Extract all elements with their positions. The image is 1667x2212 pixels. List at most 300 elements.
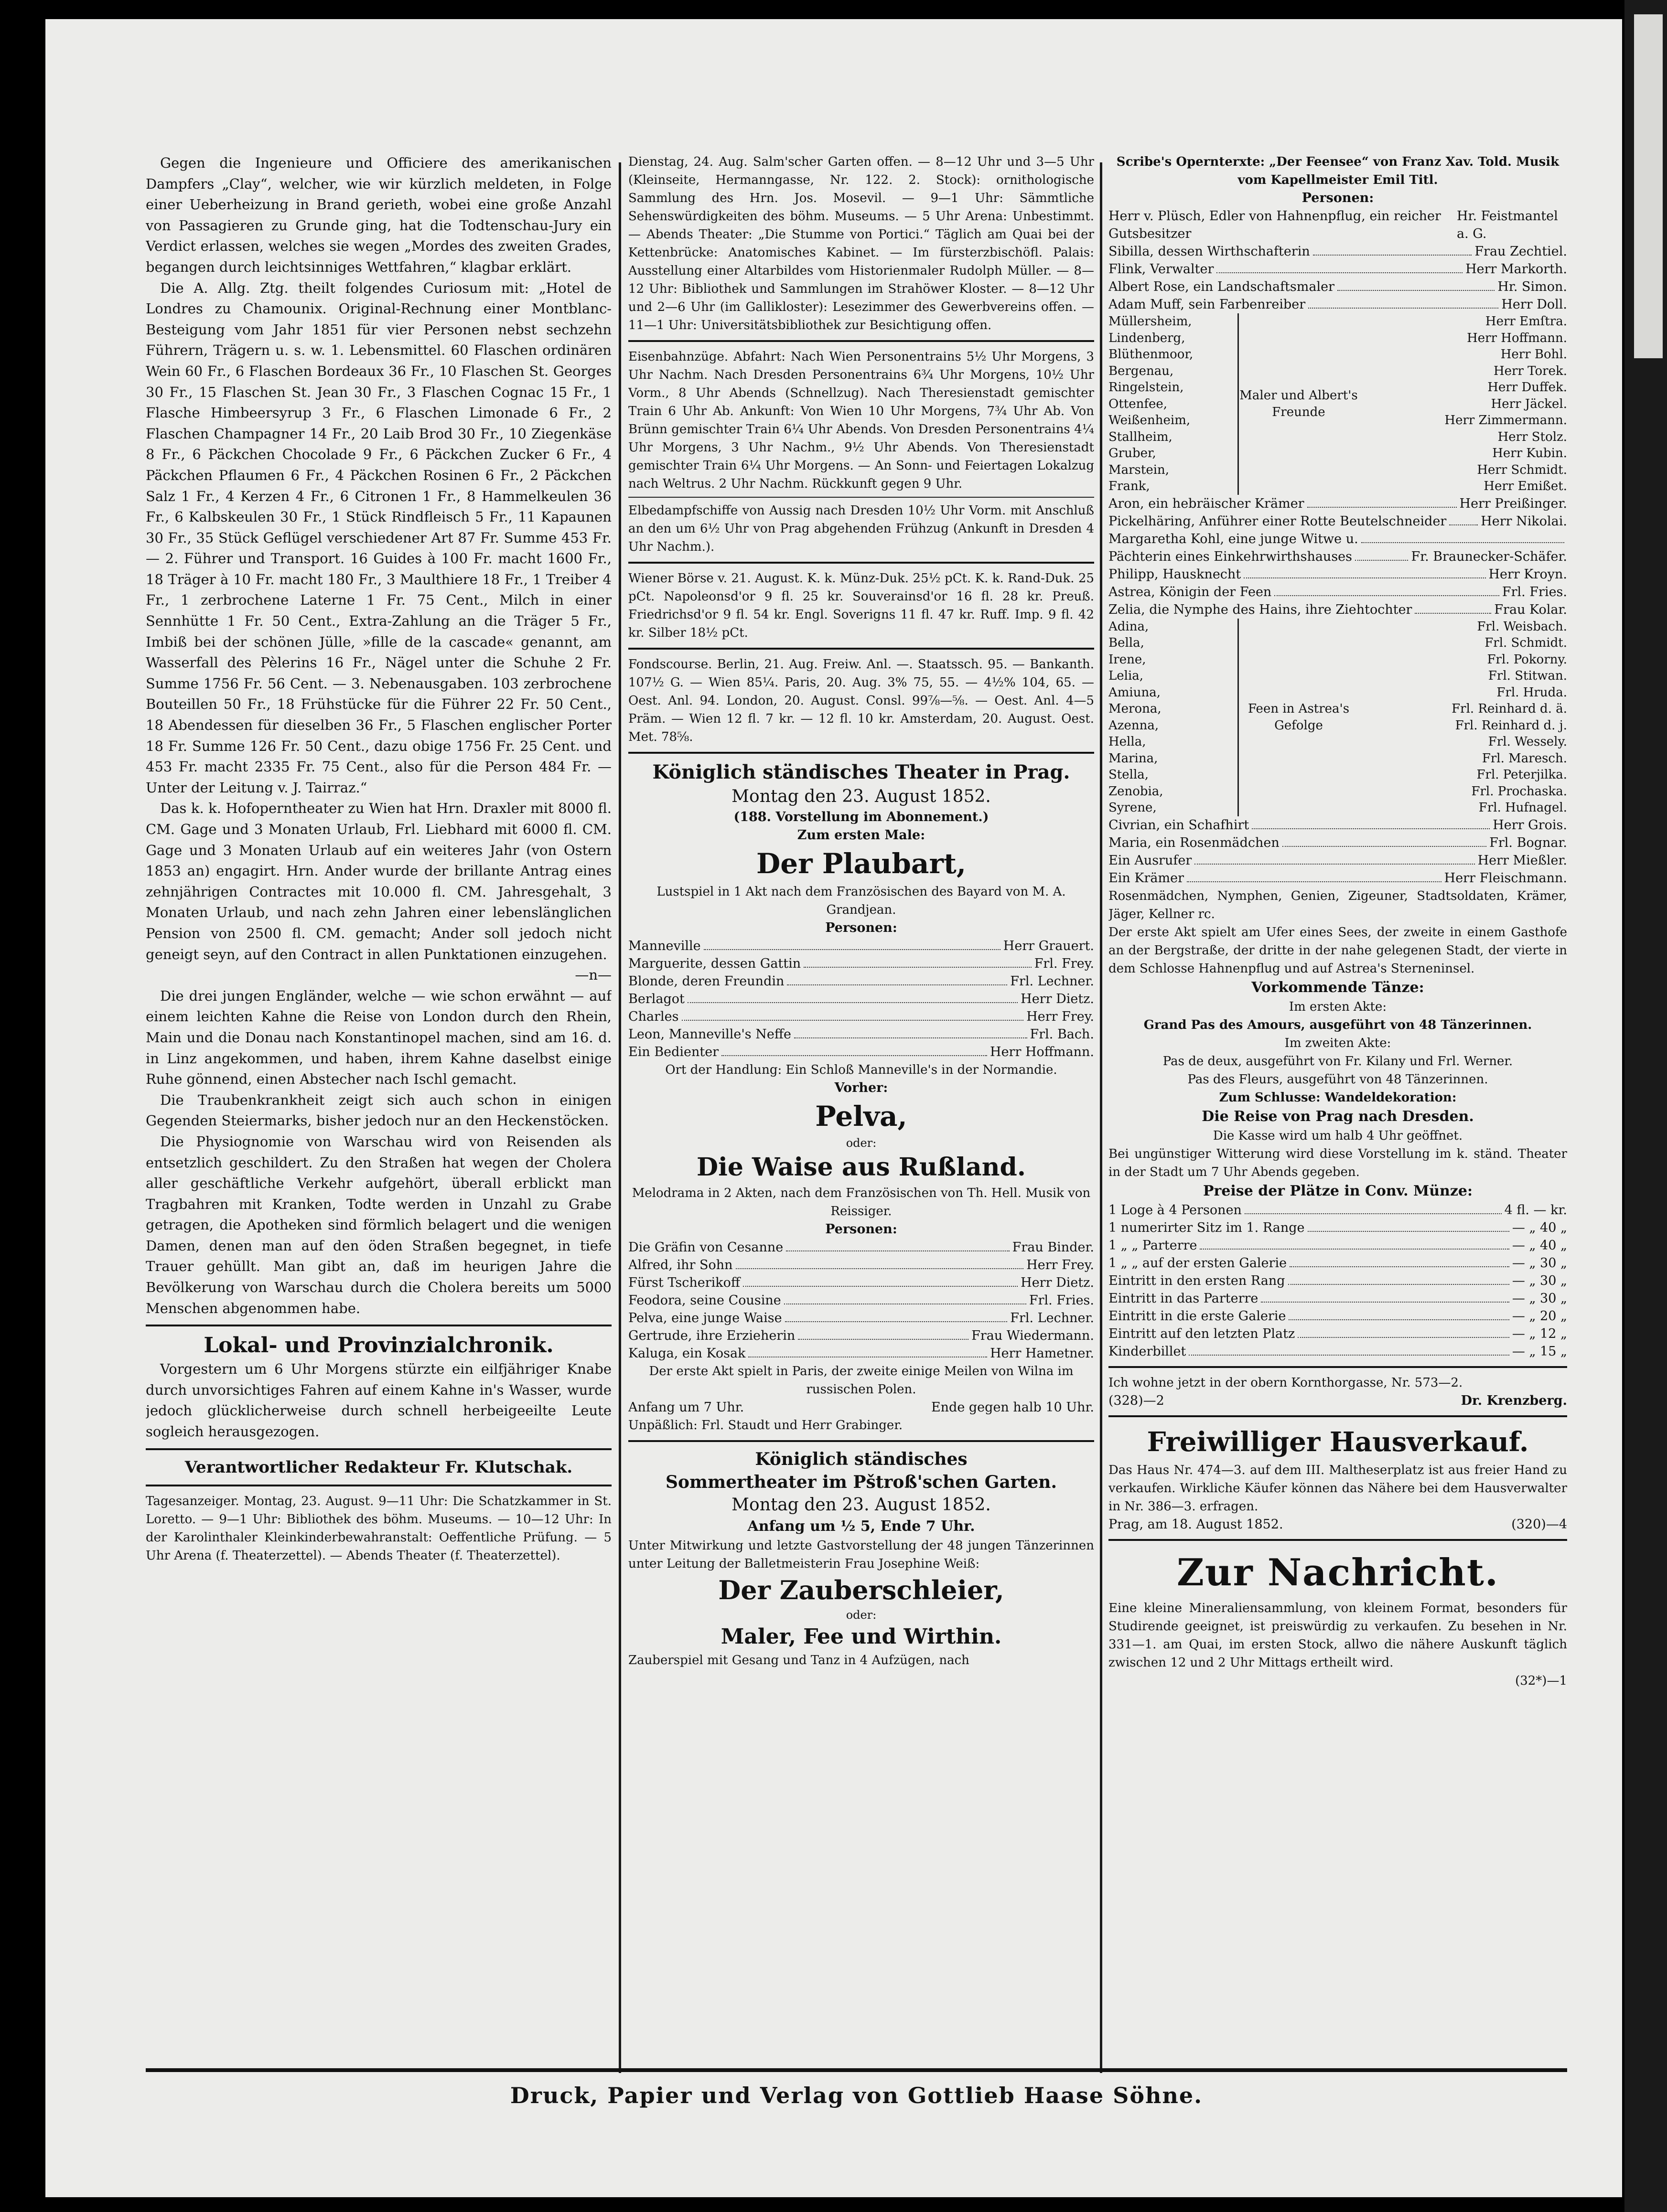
act2-label: Im zweiten Akte: <box>1284 1036 1391 1050</box>
role-name: Blonde, deren Freundin <box>628 974 785 989</box>
leader-dots <box>1216 260 1463 273</box>
leader-dots <box>1308 296 1498 309</box>
cast-row <box>1108 530 1567 548</box>
leader-dots <box>736 1256 1024 1269</box>
cast-row <box>1108 852 1567 869</box>
notice-text: Eine kleine Mineraliensammlung, von kleinem Format, besonders für Studirende geeignet, ist preiswürdig zu verkaufen. Zu besehen in Nr. 331—1. am Quai, im ersten Stock, allwo die nähere Auskunft täglich zwischen 12 und 2 Uhr Mittags ertheilt wird. <box>1108 1601 1567 1670</box>
divider <box>1108 1415 1567 1417</box>
leader-dots <box>1194 852 1474 865</box>
leader-dots <box>1415 601 1491 614</box>
play-setting: Ort der Handlung: Ein Schloß Manneville's in der Normandie. <box>665 1063 1057 1077</box>
divider <box>628 1440 1094 1442</box>
leader-dots <box>787 972 1007 985</box>
role-name: Berlagot <box>628 992 685 1006</box>
painter-name: Weißenheim, <box>1108 413 1191 427</box>
role-name: Pächterin eines Einkehrwirthshauses <box>1108 549 1353 564</box>
actor-name: Herr Hoffmann. <box>990 1045 1094 1059</box>
painter-actor: Herr Hoffmann. <box>1467 331 1567 345</box>
cast-list-3b <box>1108 495 1567 619</box>
cast-row <box>1108 296 1567 313</box>
fairy-actor: Frl. Weisbach. <box>1477 619 1567 634</box>
leader-dots <box>786 1239 1009 1251</box>
fairy-name: Zenobia, <box>1108 784 1163 799</box>
cast-row <box>1108 1237 1567 1254</box>
or-word: oder: <box>846 1136 877 1150</box>
fairy-name: Syrene, <box>1108 801 1157 815</box>
leader-dots <box>1307 495 1457 508</box>
role-name: Herr v. Plüsch, Edler von Hahnenpflug, ein reicher Gutsbesitzer <box>1108 209 1441 241</box>
role-name: Zelia, die Nymphe des Hains, ihre Ziehtochter <box>1108 602 1412 617</box>
cast-heading-3: Personen: <box>1301 191 1374 205</box>
leader-dots <box>1274 583 1499 596</box>
role-name: Ein Krämer <box>1108 870 1184 886</box>
actor-name: Frl. Frey. <box>1034 956 1094 971</box>
painter-name: Stallheim, <box>1108 429 1172 444</box>
painter-actor: Herr Bohl. <box>1500 347 1567 362</box>
role-name: Die Gräfin von Cesanne <box>628 1240 784 1255</box>
role-name: Adam Muff, sein Farbenreiber <box>1108 297 1306 312</box>
painters-group <box>1108 313 1567 495</box>
actor-name: — „ 30 „ <box>1512 1273 1567 1288</box>
article-warschau: Die Physiognomie von Warschau wird von Reisenden als entsetzlich geschildert. Zu den Straßen hat wegen der Cholera aller geschäftliche Verkehr aufgehört, überall erblickt man Tragbahren mit Kranken, Todte werden in Unzahl zu Grabe getragen, die Apotheken sind förmlich belagert und die wenigen Damen, denen man auf den öden Straßen begegnet, in tiefe Trauer gehüllt. Man gibt an, daß im heurigen Jahre die Bevölkerung von Warschau durch die Cholera bereits um 5000 Menschen abgenommen habe. <box>146 1133 612 1316</box>
finale-label: Zum Schlusse: Wandeldekoration: <box>1219 1090 1457 1105</box>
role-name: Eintritt in das Parterre <box>1108 1291 1258 1306</box>
fairy-actor: Frl. Peterjilka. <box>1476 768 1567 782</box>
painter-names <box>1108 313 1233 495</box>
role-name: Philipp, Hausknecht <box>1108 566 1241 582</box>
separator: —n— <box>575 967 612 983</box>
leader-dots <box>1261 1290 1509 1303</box>
role-name: Feodora, seine Cousine <box>628 1293 781 1308</box>
painter-actor: Herr Emißet. <box>1484 479 1567 493</box>
leader-dots <box>1355 548 1408 561</box>
role-name: Civrian, ein Schafhirt <box>1108 817 1249 833</box>
cast-row <box>628 937 1094 955</box>
role-name: Eintritt auf den letzten Platz <box>1108 1326 1295 1341</box>
next-page-edge <box>1624 0 1667 2212</box>
or-word-2: oder: <box>846 1608 877 1622</box>
painter-name: Lindenberg, <box>1108 331 1185 345</box>
cast-row <box>628 1008 1094 1026</box>
play-subtitle-2: Melodrama in 2 Akten, nach dem Französischen von Th. Hell. Musik von Reissiger. <box>632 1186 1091 1218</box>
painter-name: Gruber, <box>1108 446 1156 460</box>
play-title: Der Plaubart, <box>756 847 967 880</box>
play-title-4: Der Zauberschleier, <box>718 1575 1004 1605</box>
actor-name: Herr Doll. <box>1501 297 1567 312</box>
column-rule <box>619 162 621 2073</box>
cast-row <box>1108 1272 1567 1290</box>
leader-dots <box>682 1008 1024 1021</box>
fairy-actor: Frl. Hruda. <box>1496 685 1567 700</box>
actor-name: Frl. Lechner. <box>1010 1311 1094 1325</box>
page-edge-fragment <box>1634 14 1663 358</box>
actor-name: Herr Hametner. <box>990 1346 1094 1361</box>
leader-dots <box>1244 566 1485 578</box>
divider <box>628 752 1094 754</box>
pas-des-fleurs: Pas des Fleurs, ausgeführt von 48 Tänzerinnen. <box>1187 1072 1488 1087</box>
actor-name: Herr Nikolai. <box>1481 513 1567 529</box>
role-name: Eintritt in den ersten Rang <box>1108 1273 1285 1288</box>
prices-heading: Preise der Plätze in Conv. Münze: <box>1203 1182 1473 1199</box>
local-chronicle-heading: Lokal- und Provinzialchronik. <box>204 1333 554 1358</box>
leader-dots <box>721 1043 987 1056</box>
role-name: Margaretha Kohl, eine junge Witwe u. <box>1108 531 1358 546</box>
divider <box>146 1485 612 1486</box>
cast-row <box>628 1256 1094 1274</box>
role-name: Astrea, Königin der Feen <box>1108 584 1272 599</box>
summer-theater-note: Unter Mitwirkung und letzte Gastvorstellung der 48 jungen Tänzerinnen unter Leitung der Balletmeisterin Frau Josephine Weiß: <box>628 1539 1094 1571</box>
article-hofoper: Das k. k. Hofoperntheater zu Wien hat Hrn. Draxler mit 8000 fl. CM. Gage und 3 Monaten Urlaub, Frl. Liebhard mit 6000 fl. CM. Gage und 3 Monaten Urlaub auf ein weiteres Jahr (von Ostern 1853 an) engagirt. Hrn. Ander wurde der brillante Antrag eines zehnjährigen Contractes mit 10.000 fl. CM. Jahresgehalt, 3 Monaten Urlaub, und nach zehn Jahren einer lebenslänglichen Pension von 2500 fl. CM. gemacht; Ander soll jedoch nicht geneigt seyn, auf den Contract in allen Punktationen einzugehen. <box>146 800 612 962</box>
cast-list-3c <box>1108 816 1567 887</box>
divider <box>628 340 1094 342</box>
cast-row <box>1108 495 1567 513</box>
actor-name: — „ 40 „ <box>1512 1220 1567 1235</box>
cast-row <box>1108 1254 1567 1272</box>
leader-dots <box>1313 243 1472 256</box>
role-name: Albert Rose, ein Landschaftsmaler <box>1108 279 1334 294</box>
actor-name: Frau Wiedermann. <box>971 1328 1094 1343</box>
fairy-names <box>1108 619 1233 816</box>
start-end-times <box>628 1399 1094 1416</box>
play-title-5: Maler, Fee und Wirthin. <box>721 1624 1002 1649</box>
cast-row <box>628 1026 1094 1043</box>
column-rule <box>1100 162 1102 2073</box>
summer-theater-heading-b: Sommertheater im Pštroß'schen Garten. <box>666 1472 1057 1492</box>
leader-dots <box>1361 530 1564 543</box>
actor-name: Hr. Feistmantel a. G. <box>1456 209 1558 241</box>
fairy-actor: Frl. Schmidt. <box>1484 636 1567 650</box>
cast-row <box>1108 260 1567 278</box>
address-signature-row <box>1108 1392 1567 1410</box>
cast-row <box>1108 869 1567 887</box>
fairy-actor: Frl. Wessely. <box>1488 735 1567 749</box>
fairy-actors <box>1363 619 1567 816</box>
fairy-actor: Frl. Pokorny. <box>1487 652 1567 667</box>
article-montblanc: Die A. Allg. Ztg. theilt folgendes Curiosum mit: „Hotel de Londres zu Chamounix. Original-Rechnung einer Montblanc-Besteigung vom Jahr 1851 für vier Personen nebst sechzehn Führern, Trägern u. s. w. 1. Lebensmittel. 60 Flaschen ordinären Wein 60 Fr., 6 Flaschen Bordeaux 36 Fr., 10 Flaschen St. Georges 30 Fr., 15 Flaschen St. Jean 30 Fr., 3 Flaschen Cognac 15 Fr., 1 Flasche Himbeersyrup 3 Fr., 6 Flaschen Limonade 6 Fr., 2 Flaschen Champagner 14 Fr., 20 Laib Brod 30 Fr., 10 Ziegenkäse 8 Fr., 6 Päckchen Chocolade 9 Fr., 6 Päckchen Zucker 6 Fr., 4 Päckchen Pflaumen 6 Fr., 4 Päckchen Rosinen 6 Fr., 2 Päckchen Salz 1 Fr., 4 Kerzen 4 Fr., 6 Citronen 1 Fr., 8 Hammelkeulen 36 Fr., 6 Kalbskeulen 30 Fr., 1 Stück Rindfleisch 5 Fr., 11 Kapaunen 30 Fr., 35 Stück Geflügel verschiedener Art 87 Fr. Summe 453 Fr. — 2. Führer und Transport. 16 Guides à 100 Fr. macht 1600 Fr., 18 Träger à 10 Fr. macht 180 Fr., 3 Maulthiere 18 Fr., 1 Treiber 4 Fr., 1 zerbrochene Laterne 1 Fr. 75 Cent., Milch in einer Sennhütte 1 Fr. 50 Cent., Extra-Zahlung an die Träger 5 Fr., Imbiß bei der schönen Jülle, »fille de la cascade« genannt, am Wasserfall des Pèlerins 16 Fr., Nägel unter die Schuhe 2 Fr. Summe 1756 Fr. 56 Cent. — 3. Nebenausgaben. 103 zerbrochene Bouteillen 50 Fr., 18 Frühstücke für die Führer 22 Fr. 50 Cent., 18 Abendessen für dieselben 36 Fr., 5 Flaschen englischer Porter 18 Fr. Summe 126 Fr. 50 Cent., dazu obige 1756 Fr. 25 Cent. und 453 Fr. macht 2335 Fr. 75 Cent., also für die Person 484 Fr. — Unter der Leitung v. J. Tairraz.“ <box>146 279 612 796</box>
cast-heading-2: Personen: <box>825 1222 897 1237</box>
actor-name: — „ 30 „ <box>1512 1291 1567 1306</box>
house-sale-footer <box>1108 1516 1567 1533</box>
article-clay: Gegen die Ingenieure und Officiere des amerikanischen Dampfers „Clay“, welcher, wie wir kürzlich meldeten, in Folge einer Ueberheizung in Brand gerieth, wobei eine große Anzahl von Passagieren zu Grunde ging, hat die Todtenschau-Jury ein Verdict erlassen, welches sie wegen „Mordes des zweiten Grades, begangen durch leichtsinniges Wettfahren,“ klagbar erklärt. <box>146 155 612 275</box>
house-sale-text: Das Haus Nr. 474—3. auf dem III. Maltheserplatz ist aus freier Hand zu verkaufen. Wirkliche Käufer können das Nähere bei dem Hausverwalter in Nr. 386—3. erfragen. <box>1108 1463 1567 1514</box>
leader-dots <box>1449 513 1478 525</box>
actor-name: Frl. Fries. <box>1029 1293 1094 1308</box>
role-name: Leon, Manneville's Neffe <box>628 1027 791 1042</box>
cast-row <box>1108 1343 1567 1360</box>
fairy-name: Stella, <box>1108 768 1149 782</box>
dances-heading: Vorkommende Tänze: <box>1251 979 1424 996</box>
role-name: Ein Ausrufer <box>1108 853 1192 868</box>
role-name: Eintritt in die erste Galerie <box>1108 1308 1286 1324</box>
actor-name: Frl. Bach. <box>1030 1027 1094 1042</box>
vienna-exchange: Wiener Börse v. 21. August. K. k. Münz-Duk. 25½ pCt. K. k. Rand-Duk. 25 pCt. Napoleonsd'or 9 fl. 25 kr. Souverainsd'or 16 fl. 28 kr. Preuß. Friedrichsd'or 9 fl. 54 kr. Engl. Soverigns 11 fl. 47 kr. Ruff. Imp. 9 fl. 42 kr. Silber 18½ pCt. <box>628 571 1094 640</box>
house-sale-ref: (320)—4 <box>1511 1517 1567 1532</box>
actor-name: Herr Preißinger. <box>1459 496 1567 511</box>
fairy-name: Merona, <box>1108 702 1162 716</box>
actor-name: Herr Grois. <box>1493 817 1567 833</box>
cast-row <box>1108 583 1567 601</box>
actor-name: Frl. Lechner. <box>1010 974 1094 989</box>
actor-name: — „ 15 „ <box>1512 1344 1567 1359</box>
role-name: Kinderbillet <box>1108 1344 1186 1359</box>
imprint: Druck, Papier und Verlag von Gottlieb Haase Söhne. <box>510 2083 1203 2108</box>
opera-intro: Scribe's Opernterxte: „Der Feensee“ von Franz Xav. Told. Musik vom Kapellmeister Emil Titl. <box>1116 155 1559 187</box>
leader-dots <box>784 1292 1026 1304</box>
cast-row <box>628 1274 1094 1292</box>
role-name: 1 „ „ Parterre <box>1108 1238 1197 1253</box>
cast-row <box>1108 1307 1567 1325</box>
leader-dots <box>1288 1272 1509 1285</box>
cast-row <box>628 1239 1094 1256</box>
article-englaender: Die drei jungen Engländer, welche — wie schon erwähnt — auf einem leichten Kahne die Reise von London durch den Rhein, Main und die Donau nach Konstantinopel machen, sind am 16. d. in Linz angekommen, und haben, ihrem Kahne daselbst einige Ruhe gönnend, einen Abstecher nach Ischl gemacht. <box>146 987 612 1088</box>
actor-name: — „ 12 „ <box>1512 1326 1567 1341</box>
house-sale-heading: Freiwilliger Hausverkauf. <box>1147 1426 1529 1458</box>
divider <box>628 497 1094 498</box>
cast-row <box>1108 566 1567 583</box>
cast-row <box>628 990 1094 1008</box>
actor-name: Herr Dietz. <box>1021 992 1094 1006</box>
fund-rates: Fondscourse. Berlin, 21. Aug. Freiw. Anl. —. Staatssch. 95. — Bankanth. 107½ G. — Wien 85¼. Paris, 20. Aug. 3% 75, 55. — 4½% 104, 65. — Oest. Anl. 94. London, 20. August. Consl. 99⅞—⅝. — Oest. Anl. 4—5 Präm. — Wien 12 fl. 7 kr. — 12 fl. 10 kr. Amsterdam, 20. August. Oest. Met. 78⅝. <box>628 657 1094 744</box>
leader-dots <box>804 955 1032 968</box>
leader-dots <box>794 1026 1027 1038</box>
painter-actor: Herr Duffek. <box>1487 380 1567 395</box>
painter-name: Bergenau, <box>1108 363 1174 378</box>
role-name: Marguerite, dessen Gattin <box>628 956 801 971</box>
painter-name: Marstein, <box>1108 462 1170 477</box>
actor-name: Fr. Braunecker-Schäfer. <box>1411 549 1567 564</box>
cast-row <box>628 1309 1094 1327</box>
role-name: Kaluga, ein Kosak <box>628 1346 746 1361</box>
leader-dots <box>1282 834 1486 847</box>
role-name: Fürst Tscherikoff <box>628 1275 741 1290</box>
role-name: Flink, Verwalter <box>1108 262 1214 277</box>
fairy-group-label: Feen in Astrea's Gefolge <box>1237 619 1358 816</box>
column-3 <box>1108 153 1567 1690</box>
role-name: Ein Bedienter <box>628 1045 719 1059</box>
actor-name: Frau Kolar. <box>1494 602 1567 617</box>
role-name: Charles <box>628 1009 679 1024</box>
cast-list <box>628 937 1094 1061</box>
indisposed-note: Unpäßlich: Frl. Staudt und Herr Grabinger. <box>628 1418 903 1432</box>
leader-dots <box>1200 1237 1509 1250</box>
cast-row <box>628 955 1094 972</box>
actor-name: Herr Markorth. <box>1465 262 1567 277</box>
painter-name: Frank, <box>1108 479 1150 493</box>
daily-notices: Tagesanzeiger. Montag, 23. August. 9—11 Uhr: Die Schatzkammer in St. Loretto. — 9—1 Uhr: Bibliothek des böhm. Museums. — 10—12 Uhr: In der Karolinthaler Kleinkinderbewahranstalt: Oeffentliche Prüfung. — 5 Uhr Arena (f. Theaterzettel). — Abends Theater (f. Theaterzettel). <box>146 1494 612 1563</box>
theater-heading: Königlich ständisches Theater in Prag. <box>652 761 1070 783</box>
end-time: Ende gegen halb 10 Uhr. <box>931 1400 1094 1415</box>
notice-heading: Zur Nachricht. <box>1176 1550 1499 1594</box>
cast-row <box>628 1292 1094 1309</box>
actor-name: Herr Mießler. <box>1477 853 1567 868</box>
daily-notices-cont: Dienstag, 24. Aug. Salm'scher Garten offen. — 8—12 Uhr und 3—5 Uhr (Kleinseite, Hermanngasse, Nr. 122. 2. Stock): ornithologische Sammlung des Hrn. Jos. Mosevil. — 9—1 Uhr: Sämmtliche Sehenswürdigkeiten des böhm. Museums. — 5 Uhr Arena: Unbestimmt. — Abends Theater: „Die Stumme von Portici.“ Täglich am Quai bei der Kettenbrücke: Anatomisches Kabinet. — Im fürsterzbischöfl. Palais: Ausstellung einer Altarbildes vom Historienmaler Rudolph Müller. — 8—12 Uhr: Bibliothek und Sammlungen im Strahöwer Kloster. — 8—12 Uhr und 2—6 Uhr (im Gallikloster): Lesezimmer des Gewerbvereins offen. — 11—1 Uhr: Universitätsbibliothek zur Besichtigung offen. <box>628 155 1094 332</box>
divider <box>628 562 1094 564</box>
painter-actor: Herr Stolz. <box>1497 429 1567 444</box>
cast-row <box>628 1327 1094 1345</box>
house-sale-date: Prag, am 18. August 1852. <box>1108 1517 1283 1532</box>
play-subtitle-3: Zauberspiel mit Gesang und Tanz in 4 Aufzügen, nach <box>628 1653 969 1667</box>
address-ref: (328)—2 <box>1108 1393 1164 1408</box>
cast-heading: Personen: <box>825 920 897 935</box>
actor-name: Frau Binder. <box>1012 1240 1094 1255</box>
leader-dots <box>1189 1343 1509 1356</box>
leader-dots <box>1308 1219 1509 1232</box>
footer-rule <box>146 2068 1567 2072</box>
leader-dots <box>704 937 1000 950</box>
divider <box>1108 1539 1567 1541</box>
role-name: 1 „ „ auf der ersten Galerie <box>1108 1255 1287 1271</box>
box-office-note: Die Kasse wird um halb 4 Uhr geöffnet. <box>1213 1128 1463 1143</box>
painter-name: Müllersheim, <box>1108 314 1192 329</box>
leader-dots <box>1337 278 1495 291</box>
painter-actor: Herr Emſtra. <box>1485 314 1567 329</box>
pas-de-deux: Pas de deux, ausgeführt von Fr. Kilany und Frl. Werner. <box>1162 1054 1513 1069</box>
theater-date: Montag den 23. August 1852. <box>731 787 991 806</box>
fairies-group <box>1108 619 1567 816</box>
painter-name: Blüthenmoor, <box>1108 347 1194 362</box>
play-title-2: Pelva, <box>815 1100 907 1133</box>
railway-schedule: Eisenbahnzüge. Abfahrt: Nach Wien Personentrains 5½ Uhr Morgens, 3 Uhr Nachm. Nach Dresden Personentrains 6¾ Uhr Morgens, 10½ Uhr Vorm., 8 Uhr Abends (Schnellzug). Nach Theresienstadt gemischter Train 6 Uhr Ab. Ankunft: Von Wien 10 Uhr Morgens, 7¾ Uhr Ab. Von Brünn gemischter Train 6¼ Uhr Abends. Von Dresden Personentrains 4¼ Uhr Morgens, 3 Uhr Nachm., 9½ Uhr Abends. Von Theresienstadt gemischter Train 6¼ Uhr Morgens. — An Sonn- und Feiertagen Lokalzug nach Weltrus. 2 Uhr Nachm. Rückkunft gegen 9 Uhr. <box>628 350 1094 491</box>
cast-row <box>1108 548 1567 566</box>
leader-dots <box>1252 816 1490 829</box>
fairy-name: Marina, <box>1108 751 1158 766</box>
divider <box>146 1325 612 1326</box>
cast-row <box>1108 1219 1567 1237</box>
before-note: Vorher: <box>834 1080 888 1095</box>
actor-name: Herr Frey. <box>1026 1009 1094 1024</box>
column-1 <box>146 153 612 1565</box>
summer-theater-date: Montag den 23. August 1852. <box>731 1495 991 1515</box>
column-2 <box>628 153 1094 1669</box>
role-name: 1 numerirter Sitz im 1. Range <box>1108 1220 1305 1235</box>
painter-group-label: Maler und Albert's Freunde <box>1237 313 1358 495</box>
fairy-name: Bella, <box>1108 636 1144 650</box>
summer-theater-times: Anfang um ½ 5, Ende 7 Uhr. <box>747 1518 975 1535</box>
leader-dots <box>688 990 1018 1003</box>
actor-name: — „ 20 „ <box>1512 1308 1567 1324</box>
painter-actor: Herr Zimmermann. <box>1444 413 1567 427</box>
fairy-actor: Frl. Hufnagel. <box>1478 801 1567 815</box>
performance-number: (188. Vorstellung im Abonnement.) <box>733 810 989 824</box>
summer-theater-heading-a: Königlich ständisches <box>755 1449 968 1469</box>
premiere-note: Zum ersten Male: <box>797 828 925 843</box>
cast-row <box>1108 243 1567 260</box>
actor-name: — „ 30 „ <box>1512 1255 1567 1271</box>
actor-name: Frl. Fries. <box>1502 584 1567 599</box>
leader-dots <box>1187 869 1441 882</box>
journey-title: Die Reise von Prag nach Dresden. <box>1202 1108 1474 1125</box>
acts-description: Der erste Akt spielt am Ufer eines Sees, der zweite in einem Gasthofe an der Bergstraße, der dritte in der nahe gelegenen Stadt, der vierte in dem Schlosse Hahnenpflug und auf Astrea's Sterneninsel. <box>1108 925 1567 976</box>
grand-pas: Grand Pas des Amours, ausgeführt von 48 Tänzerinnen. <box>1143 1017 1532 1032</box>
role-name: 1 Loge à 4 Personen <box>1108 1202 1242 1218</box>
painter-actor: Herr Schmidt. <box>1477 462 1567 477</box>
cast-row <box>1108 1290 1567 1307</box>
actor-name: Herr Dietz. <box>1021 1275 1094 1290</box>
leader-dots <box>743 1274 1018 1287</box>
cast-row <box>628 1043 1094 1061</box>
actor-name: — „ 40 „ <box>1512 1238 1567 1253</box>
cast-row <box>1108 1201 1567 1219</box>
fairy-actor: Frl. Prochaska. <box>1471 784 1567 799</box>
fairy-actor: Frl. Reinhard d. j. <box>1455 718 1567 733</box>
actor-name: Frl. Bognar. <box>1489 835 1567 850</box>
cast-row <box>1108 278 1567 296</box>
actor-name: Herr Grauert. <box>1003 939 1094 953</box>
local-chronicle-text: Vorgestern um 6 Uhr Morgens stürzte ein eilfjähriger Knabe durch unvorsichtiges Fahren auf einem Kahne in's Wasser, wurde jedoch glücklicherweise durch schnell herbeigeeilte Leute sogleich herausgezogen. <box>146 1361 612 1440</box>
address-signature: Dr. Krenzberg. <box>1461 1393 1567 1408</box>
actor-name: 4 fl. — kr. <box>1504 1202 1567 1218</box>
painter-actor: Herr Kubin. <box>1492 446 1567 460</box>
price-list <box>1108 1201 1567 1360</box>
leader-dots <box>1298 1325 1509 1338</box>
cast-row <box>1108 1325 1567 1343</box>
role-name: Alfred, ihr Sohn <box>628 1258 733 1272</box>
divider <box>146 1448 612 1450</box>
painter-name: Ottenfee, <box>1108 396 1168 411</box>
address-notice: Ich wohne jetzt in der obern Kornthorgasse, Nr. 573—2. <box>1108 1375 1463 1390</box>
weather-note: Bei ungünstiger Witterung wird diese Vorstellung im k. ständ. Theater in der Stadt um 7 Uhr Abends gegeben. <box>1108 1146 1567 1179</box>
painter-name: Ringelstein, <box>1108 380 1184 395</box>
cast-list-3a <box>1108 207 1567 313</box>
painter-actor: Herr Jäckel. <box>1491 396 1567 411</box>
leader-dots <box>748 1345 987 1357</box>
cast-row <box>1108 816 1567 834</box>
leader-dots <box>1290 1254 1509 1267</box>
fairy-name: Adina, <box>1108 619 1149 634</box>
fairy-actor: Frl. Reinhard d. ä. <box>1452 702 1567 716</box>
actor-name: Herr Frey. <box>1026 1258 1094 1272</box>
role-name: Maria, ein Rosenmädchen <box>1108 835 1280 850</box>
play-setting-2: Der erste Akt spielt in Paris, der zweite einige Meilen von Wilna im russischen Polen. <box>649 1364 1074 1397</box>
notice-ref: (32*)—1 <box>1515 1673 1567 1688</box>
fairy-name: Amiuna, <box>1108 685 1161 700</box>
editor-line: Verantwortlicher Redakteur Fr. Klutschak. <box>184 1457 573 1477</box>
fairy-name: Azenna, <box>1108 718 1159 733</box>
article-traubenkrankheit: Die Traubenkrankheit zeigt sich auch schon in einigen Gegenden Steiermarks, bisher jedoch nur an den Heckenstöcken. <box>146 1091 612 1129</box>
divider <box>1108 1366 1567 1368</box>
role-name: Pickelhäring, Anführer einer Rotte Beutelschneider <box>1108 513 1447 529</box>
chorus-list: Rosenmädchen, Nymphen, Genien, Zigeuner, Stadtsoldaten, Krämer, Jäger, Kellner rc. <box>1108 888 1567 921</box>
role-name: Pelva, eine junge Waise <box>628 1311 782 1325</box>
fairy-name: Hella, <box>1108 735 1146 749</box>
actor-name: Frau Zechtiel. <box>1474 244 1567 259</box>
painter-actors <box>1363 313 1567 495</box>
leader-dots <box>798 1327 968 1340</box>
cast-row <box>1108 834 1567 852</box>
cast-row <box>1108 601 1567 619</box>
actor-name: Herr Kroyn. <box>1488 566 1567 582</box>
fairy-actor: Frl. Maresch. <box>1482 751 1567 766</box>
cast-row <box>1108 207 1567 243</box>
actor-name: Hr. Simon. <box>1497 279 1567 294</box>
cast-row <box>1108 513 1567 530</box>
cast-row <box>628 1345 1094 1362</box>
leader-dots <box>1245 1201 1502 1214</box>
cast-row <box>628 972 1094 990</box>
play-title-3: Die Waise aus Rußland. <box>697 1153 1026 1182</box>
play-subtitle: Lustspiel in 1 Akt nach dem Französischen des Bayard von M. A. Grandjean. <box>656 885 1066 917</box>
role-name: Manneville <box>628 939 701 953</box>
cast-list-2 <box>628 1239 1094 1362</box>
leader-dots <box>1289 1307 1509 1320</box>
fairy-name: Irene, <box>1108 652 1146 667</box>
painter-actor: Herr Torek. <box>1494 363 1567 378</box>
leader-dots <box>785 1309 1008 1322</box>
start-time: Anfang um 7 Uhr. <box>628 1400 744 1415</box>
actor-name: Herr Fleischmann. <box>1444 870 1567 886</box>
fairy-actor: Frl. Stitwan. <box>1488 669 1567 683</box>
act1-label: Im ersten Akte: <box>1289 999 1387 1014</box>
